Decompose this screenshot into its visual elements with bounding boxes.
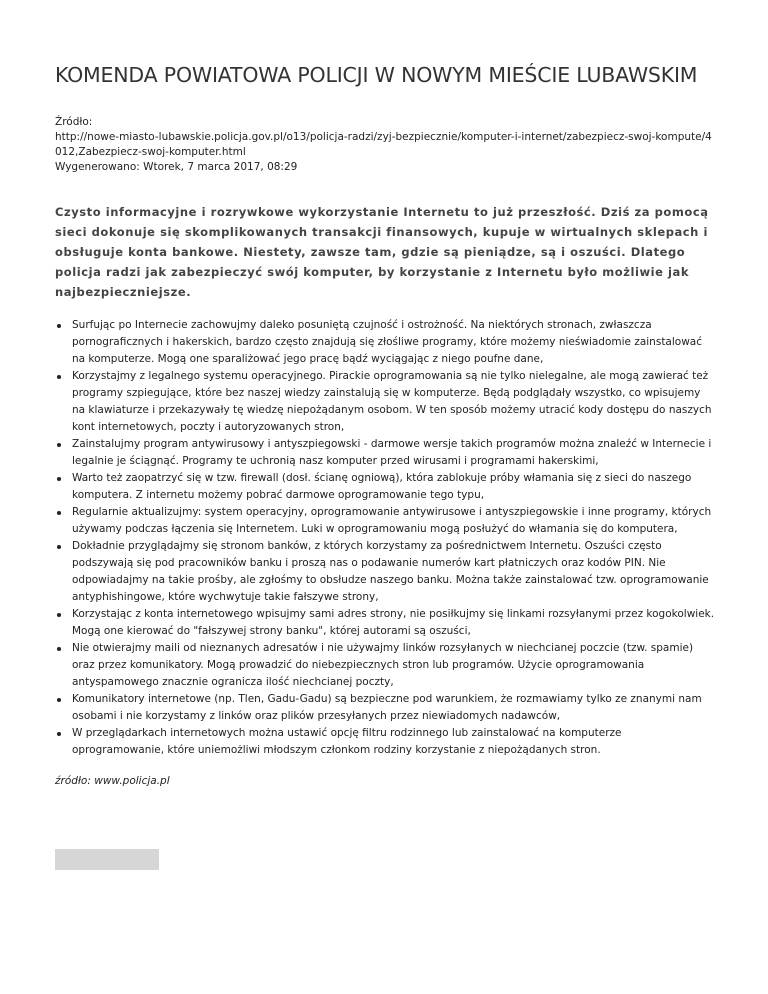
list-item: Regularnie aktualizujmy: system operacyjny, oprogramowanie antywirusowe i antyszpiegowskie i inne programy, których używamy podczas łączenia się Internetem. Luki w oprogramowaniu mogą posłużyć do włamania się do komputera,	[65, 504, 715, 538]
list-item: Komunikatory internetowe (np. Tlen, Gadu-Gadu) są bezpieczne pod warunkiem, że rozmawiamy tylko ze znanymi nam osobami i nie korzystamy z linków oraz plików przesyłanych przez niewiadomych nadawców,	[65, 691, 715, 725]
list-item: Warto też zaopatrzyć się w tzw. firewall (dosł. ścianę ogniową), która zablokuje próby włamania się z sieci do naszego komputera. Z internetu możemy pobrać darmowe oprogramowanie tego typu,	[65, 470, 715, 504]
document-page	[55, 62, 715, 789]
placeholder-image	[55, 849, 159, 870]
document-meta	[55, 115, 715, 175]
page-title: KOMENDA POWIATOWA POLICJI W NOWYM MIEŚCIE LUBAWSKIM	[55, 63, 698, 87]
list-item: W przeglądarkach internetowych można ustawić opcję filtru rodzinnego lub zainstalować na komputerze oprogramowanie, które uniemożliwi młodszym członkom rodziny korzystanie z niepożądanych stron.	[65, 725, 715, 759]
list-item: Dokładnie przyglądajmy się stronom banków, z których korzystamy za pośrednictwem Internetu. Oszuści często podszywają się pod pracowników banku i proszą nas o podawanie numerów kart płatniczych oraz kodów PIN. Nie odpowiadajmy na takie prośby, ale zgłośmy to obsłudze naszego banku. Można także zainstalować tzw. oprogramowanie antyphishingowe, które wychwytuje takie fałszywe strony,	[65, 538, 715, 606]
list-item: Korzystajmy z legalnego systemu operacyjnego. Pirackie oprogramowania są nie tylko nielegalne, ale mogą zawierać też programy szpiegujące, które bez naszej wiedzy zainstalują się w komputerze. Będą podglądały wszystko, co wpisujemy na klawiaturze i przekazywały tę wiedzę niepożądanym osobom. W ten sposób możemy utracić kody dostępu do naszych kont internetowych, poczty i autoryzowanych stron,	[65, 368, 715, 436]
advice-list	[55, 317, 715, 759]
lead-paragraph: Czysto informacyjne i rozrywkowe wykorzystanie Internetu to już przeszłość. Dziś za pomocą sieci dokonuje się skomplikowanych transakcji finansowych, kupuje w wirtualnych sklepach i obsługuje konta bankowe. Niestety, zawsze tam, gdzie są pieniądze, są i oszuści. Dlatego policja radzi jak zabezpieczyć swój komputer, by korzystanie z Internetu było możliwie jak najbezpieczniejsze.	[55, 205, 709, 299]
source-label: Źródło:	[55, 116, 93, 128]
list-item: Nie otwierajmy maili od nieznanych adresatów i nie używajmy linków rozsyłanych w niechcianej poczcie (tzw. spamie) oraz przez komunikatory. Mogą prowadzić do niebezpiecznych stron lub programów. Użycie oprogramowania antyspamowego znacznie ogranicza ilość niechcianej poczty,	[65, 640, 715, 691]
list-item: Surfując po Internecie zachowujmy daleko posuniętą czujność i ostrożność. Na niektórych stronach, zwłaszcza pornograficznych i hakerskich, bardzo często znajdują się złośliwe programy, które możemy nieświadomie zainstalować na komputerze. Mogą one sparaliżować jego pracę bądź wyciągając z niego poufne dane,	[65, 317, 715, 368]
generated-date: Wygenerowano: Wtorek, 7 marca 2017, 08:29	[55, 161, 298, 173]
source-note: źródło: www.policja.pl	[55, 775, 170, 787]
list-item: Korzystając z konta internetowego wpisujmy sami adres strony, nie posiłkujmy się linkami rozsyłanymi przez kogokolwiek. Mogą one kierować do "fałszywej strony banku", której autorami są oszuści,	[65, 606, 715, 640]
source-url: http://nowe-miasto-lubawskie.policja.gov.pl/o13/policja-radzi/zyj-bezpiecznie/komputer-i-internet/zabezpiecz-swoj-kompute/4012,Zabezpiecz-swoj-komputer.html	[55, 131, 712, 158]
list-item: Zainstalujmy program antywirusowy i antyszpiegowski - darmowe wersje takich programów można znaleźć w Internecie i legalnie je ściągnąć. Programy te uchronią nasz komputer przed wirusami i programami hakerskimi,	[65, 436, 715, 470]
